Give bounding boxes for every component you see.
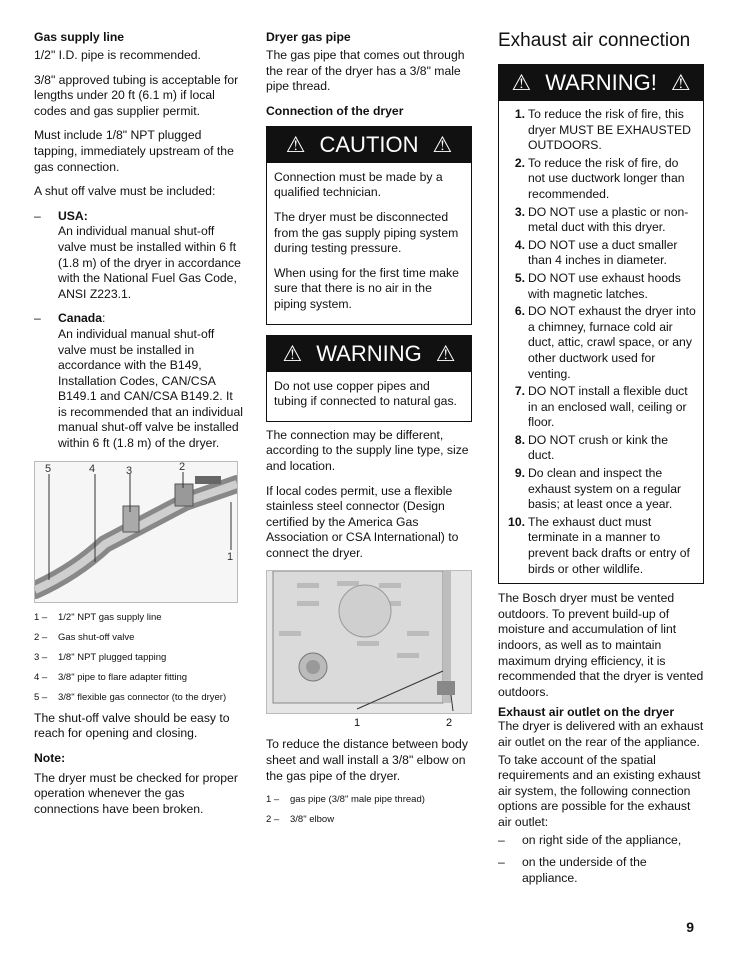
- bosch-paragraph: The Bosch dryer must be vented outdoors. To prevent build-up of moisture and accumulation of lint indoors, as well as to maintain maximum drying efficiency, it is recommended that the dryer is vented outdoors.: [498, 591, 704, 699]
- legend-item: [34, 651, 244, 664]
- fraction: 3/8: [34, 72, 51, 87]
- fig-label: 2: [179, 461, 186, 473]
- item-text: DO NOT use a duct smaller than 4 inches in diameter.: [528, 237, 678, 268]
- item-text: DO NOT use a plastic or non-metal duct with this dryer.: [528, 204, 689, 235]
- usa-text: An individual manual shut-off valve must be installed within 6 ft (1.8 m) of the dryer in accordance with the National Fuel Gas Code, ANSI Z223.1.: [58, 224, 241, 301]
- dash: –: [34, 311, 41, 326]
- shutoff-reach-paragraph: The shut-off valve should be easy to reach for opening and closing.: [34, 710, 230, 741]
- list-item: [503, 271, 697, 302]
- legend-number: 2 –: [266, 814, 280, 826]
- exhaust-heading: Exhaust air connection: [498, 30, 691, 51]
- legend-text: " NPT gas supply line: [71, 611, 162, 623]
- outlet-paragraph: The dryer is delivered with an exhaust air outlet on the rear of the appliance.: [498, 719, 704, 749]
- usa-label: USA:: [58, 208, 88, 223]
- column-dryer-gas-pipe: [266, 30, 472, 833]
- list-item: [503, 238, 697, 269]
- warning-list: [503, 107, 697, 577]
- item-number: 6.: [514, 304, 525, 319]
- list-item: [503, 515, 697, 577]
- legend-text: gas pipe (: [290, 794, 332, 806]
- valve-legend: [34, 611, 244, 704]
- gas-valve-figure: [34, 461, 238, 603]
- connection-paragraph: The connection may be different, according to the supply line type, size and location.: [266, 427, 469, 473]
- list-item: [503, 384, 697, 431]
- legend-text: " elbow: [303, 814, 335, 826]
- elbow-legend: [266, 793, 472, 826]
- item-text: To reduce the risk of fire, this dryer MUST BE EXHAUSTED OUTDOORS.: [528, 107, 691, 153]
- figure-labels: [266, 717, 472, 733]
- caution-text: The dryer must be disconnected from the gas supply piping system during testing pressure.: [274, 209, 459, 256]
- gas-valve-illustration: [35, 462, 237, 602]
- gas-supply-heading: Gas supply line: [34, 30, 125, 44]
- caution-text: Connection must be made by a qualified technician.: [274, 169, 443, 200]
- list-item: [503, 304, 697, 382]
- legend-text: " male pipe thread): [344, 794, 425, 806]
- warning-triangle-icon: ⚠: [432, 131, 453, 157]
- fraction: 3/8: [290, 814, 304, 826]
- dryer-gas-pipe-heading: Dryer gas pipe: [266, 30, 351, 44]
- list-item: [503, 156, 697, 203]
- legend-text: " pipe to flare adapter fitting: [71, 671, 188, 683]
- legend-item: [34, 691, 244, 704]
- item-number: 7.: [514, 384, 525, 399]
- item-text: Do clean and inspect the exhaust system on a regular basis; at least once a year.: [528, 466, 682, 512]
- usa-item: [34, 209, 244, 303]
- warning-title: WARNING!: [545, 70, 657, 95]
- legend-text: Gas shut-off valve: [58, 631, 135, 643]
- fig-label: 1: [227, 550, 234, 563]
- connection-heading: Connection of the dryer: [266, 103, 404, 118]
- text: " approved tubing is acceptable for lengths under 20 ft (6.1 m) if local codes and gas supplier permit.: [34, 72, 239, 118]
- shutoff-paragraph: A shut off valve must be included:: [34, 184, 216, 199]
- item-text: The exhaust duct must terminate in a manner to prevent back drafts or entry of birds or other wildlife.: [528, 514, 690, 576]
- fraction: 1/2: [34, 48, 51, 62]
- fraction: 3/8: [409, 63, 427, 78]
- item-text: DO NOT exhaust the dryer into a chimney, furnace cold air duct, attic, crawl space, or any other ductwork used for venting.: [528, 304, 696, 381]
- legend-number: 2 –: [34, 631, 48, 643]
- option-item: [498, 833, 704, 849]
- tapping-paragraph: [34, 128, 244, 175]
- warning-triangle-icon: ⚠: [282, 340, 303, 366]
- fraction: 3/8: [392, 753, 409, 768]
- text: " I.D. pipe is recommended.: [50, 48, 201, 62]
- fraction: 1/8: [105, 128, 123, 143]
- option-text: on the underside of the appliance.: [522, 855, 647, 885]
- item-text: To reduce the risk of fire, do not use ductwork longer than recommended.: [528, 155, 685, 201]
- note-text: The dryer must be checked for proper operation whenever the gas connections have been broken.: [34, 770, 238, 817]
- text: The gas pipe that comes out through the rear of the dryer has a: [266, 48, 465, 78]
- dash: –: [498, 832, 505, 847]
- warning-bar: [267, 336, 471, 372]
- text: " NPT plugged tapping, immediately upstream of the gas connection.: [34, 128, 234, 174]
- warning-triangle-icon: ⚠: [285, 131, 306, 157]
- note-heading: Note:: [34, 750, 66, 765]
- legend-number: 3 –: [34, 651, 48, 663]
- item-number: 10.: [508, 514, 525, 529]
- warning-box: [266, 335, 472, 422]
- warning-bar: [499, 65, 703, 101]
- legend-text: " NPT plugged tapping: [71, 651, 167, 663]
- item-number: 3.: [514, 204, 525, 219]
- legend-item: [266, 813, 472, 826]
- item-text: DO NOT install a flexible duct in an enclosed wall, ceiling or floor.: [528, 384, 688, 430]
- fraction: 3/8: [58, 671, 72, 683]
- item-number: 8.: [514, 432, 525, 447]
- fraction: 3/8: [331, 794, 345, 806]
- caution-bar: [267, 127, 471, 163]
- fraction: 1/8: [58, 651, 72, 663]
- fig-label: 4: [89, 462, 96, 475]
- warning-title: WARNING: [316, 340, 422, 366]
- legend-item: [34, 671, 244, 684]
- fraction: 3/8: [58, 691, 72, 703]
- fig-label: 3: [126, 464, 133, 477]
- fig-label: 1: [354, 717, 361, 730]
- dash: –: [498, 855, 505, 870]
- legend-number: 1 –: [266, 794, 280, 806]
- outlet-heading: Exhaust air outlet on the dryer: [498, 705, 675, 720]
- column-exhaust: [498, 30, 704, 895]
- canada-text: An individual manual shut-off valve must be installed in accordance with the B149, Installation Codes, CAN/CSA B149.1 and CAN/CSA B149.2. It is recommended that an individual manual shut-off valve be installed within 6 ft (1.8 m) of the dryer.: [58, 326, 243, 451]
- caution-text: When using for the first time make sure that there is no air in the piping system.: [274, 265, 459, 311]
- list-item: [503, 107, 697, 154]
- legend-item: [266, 793, 472, 806]
- list-item: [503, 433, 697, 464]
- legend-item: [34, 611, 244, 624]
- item-number: 1.: [514, 107, 525, 121]
- pipe-paragraph: [266, 48, 472, 95]
- item-text: DO NOT use exhaust hoods with magnetic latches.: [528, 270, 681, 301]
- list-item: [503, 205, 697, 236]
- item-text: DO NOT crush or kink the duct.: [528, 432, 668, 463]
- legend-number: 1 –: [34, 611, 48, 623]
- text: " elbow on the gas pipe of the dryer.: [266, 753, 466, 783]
- legend-number: 5 –: [34, 691, 48, 703]
- legend-item: [34, 631, 244, 644]
- pipe-size-paragraph: [34, 48, 244, 64]
- exhaust-warning-box: [498, 64, 704, 584]
- warning-triangle-icon: ⚠: [511, 70, 532, 95]
- item-number: 4.: [514, 237, 525, 252]
- flex-connector-paragraph: If local codes permit, use a flexible stainless steel connector (Design certified by the America Gas Association or CSA International) to connect the dryer.: [266, 483, 459, 560]
- tubing-paragraph: [34, 73, 244, 120]
- warning-triangle-icon: ⚠: [435, 340, 456, 366]
- list-item: [503, 466, 697, 513]
- fig-label: 2: [446, 717, 453, 730]
- legend-number: 4 –: [34, 671, 48, 683]
- caution-box: [266, 126, 472, 325]
- option-item: [498, 855, 704, 886]
- page-number: 9: [686, 919, 694, 935]
- dash: –: [34, 208, 41, 223]
- column-gas-supply: [34, 30, 244, 827]
- legend-text: " flexible gas connector (to the dryer): [71, 691, 227, 703]
- outlet-options-paragraph: To take account of the spatial requirements and an existing exhaust air system, the following connection options are possible for the exhaust air outlet:: [498, 752, 701, 829]
- canada-item: – Canada: An individual manual shut-off valve must be installed in accordance with the B149, Installation Codes, CAN/CSA B149.1 and CAN/CSA B149.2. It is recommended that an individual manual shut-off valve be installed within 6 ft (1.8 m) of the dryer.: [34, 311, 243, 451]
- fig-label: 5: [45, 462, 52, 475]
- item-number: 5.: [514, 270, 525, 285]
- caution-title: CAUTION: [319, 131, 419, 157]
- reduce-paragraph: [266, 737, 472, 784]
- fraction: 1/2: [58, 611, 72, 623]
- item-number: 2.: [514, 155, 525, 170]
- text: Must include: [34, 128, 106, 143]
- text: To reduce the distance between body sheet and wall install a: [266, 737, 468, 768]
- warning-triangle-icon: ⚠: [670, 70, 691, 95]
- dryer-rear-illustration: [267, 571, 471, 713]
- canada-label: Canada: [58, 311, 103, 326]
- text: " male pipe thread.: [266, 63, 461, 94]
- dryer-rear-figure: [266, 570, 472, 714]
- warning-text: Do not use copper pipes and tubing if connected to natural gas.: [274, 378, 457, 409]
- item-number: 9.: [514, 466, 525, 481]
- option-text: on right side of the appliance,: [522, 832, 682, 847]
